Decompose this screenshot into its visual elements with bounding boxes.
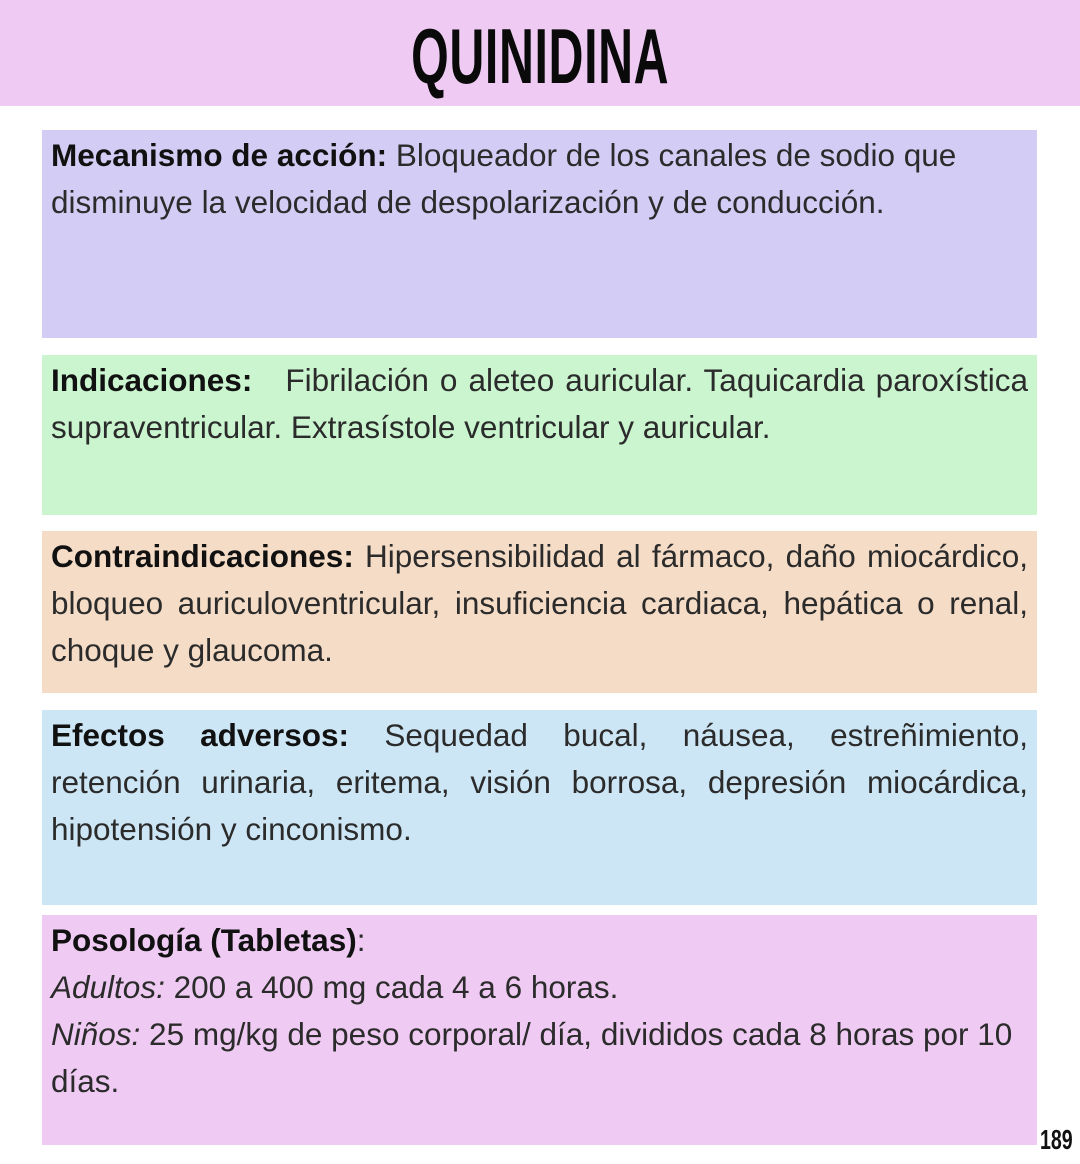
page-header	[0, 0, 1080, 106]
dosage-colon: :	[356, 922, 366, 958]
indications-text: Fibrilación o aleteo auricular. Taquicardia paroxística supraventricular. Extrasístole ventricular y auricular.	[51, 362, 1037, 445]
contraindications-text: Hipersensibilidad al fármaco, daño miocárdico, bloqueo auriculoventricular, insuficiencia cardiaca, hepática o renal, choque y glaucoma.	[51, 538, 1028, 668]
adults-label: Adultos:	[51, 969, 165, 1005]
contraindications-label: Contraindicaciones:	[51, 538, 354, 574]
dosage-heading	[51, 917, 1028, 964]
dosage-label: Posología (Tabletas)	[51, 922, 357, 958]
page-title: QUINIDINA	[410, 12, 670, 100]
indications-section	[42, 355, 1037, 515]
dosage-adults	[51, 964, 1028, 1011]
adverse-effects-section	[42, 710, 1037, 905]
page-number: 189	[1040, 1124, 1073, 1155]
contraindications-section	[42, 531, 1037, 693]
adverse-effects-text: Sequedad bucal, náusea, estreñimiento, retención urinaria, eritema, visión borrosa, depresión miocárdica, hipotensión y cinconismo.	[51, 717, 1028, 847]
children-label: Niños:	[51, 1016, 141, 1052]
mechanism-section	[42, 130, 1037, 338]
dosage-section	[42, 915, 1037, 1145]
adults-text: 200 a 400 mg cada 4 a 6 horas.	[164, 969, 619, 1005]
indications-label: Indicaciones:	[51, 362, 253, 398]
dosage-children	[51, 1011, 1028, 1105]
adverse-effects-label: Efectos adversos:	[51, 717, 349, 753]
mechanism-text: Bloqueador de los canales de sodio que disminuye la velocidad de despolarización y de conducción.	[51, 137, 957, 220]
mechanism-label: Mecanismo de acción:	[51, 137, 388, 173]
children-text: 25 mg/kg de peso corporal/ día, divididos cada 8 horas por 10 días.	[51, 1016, 1013, 1099]
